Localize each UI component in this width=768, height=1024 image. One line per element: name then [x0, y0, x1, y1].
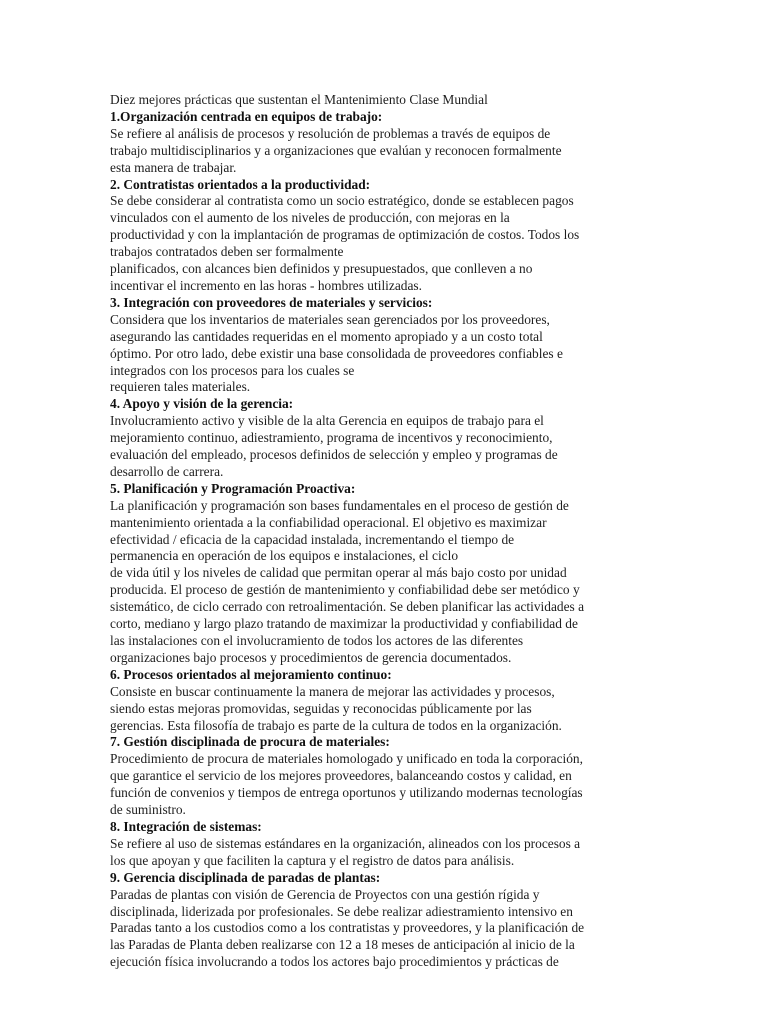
paragraph-line: requieren tales materiales.: [110, 379, 251, 395]
section-heading: 2. Contratistas orientados a la productividad:: [110, 176, 371, 192]
section-6: [110, 667, 662, 735]
paragraph-line: siendo estas mejoras promovidas, seguidas y reconocidas públicamente por las: [110, 700, 532, 716]
paragraph-line: sistemático, de ciclo cerrado con retroalimentación. Se deben planificar las actividades a: [110, 599, 585, 615]
section-heading: 4. Apoyo y visión de la gerencia:: [110, 396, 294, 412]
document-title: Diez mejores prácticas que sustentan el Mantenimiento Clase Mundial: [110, 92, 488, 107]
section-7: [110, 734, 662, 819]
paragraph-line: asegurando las cantidades requeridas en el momento apropiado y a un costo total: [110, 328, 543, 344]
paragraph-line: que garantice el servicio de los mejores proveedores, balanceando costos y calidad, en: [110, 768, 572, 784]
section-heading: 7. Gestión disciplinada de procura de materiales:: [110, 734, 390, 750]
paragraph-line: las instalaciones con el involucramiento de todos los actores de las diferentes: [110, 633, 524, 648]
paragraph-line: trabajo multidisciplinarios y a organizaciones que evalúan y reconocen formalmente: [110, 142, 562, 158]
paragraph-line: gerencias. Esta filosofía de trabajo es parte de la cultura de todos en la organización.: [110, 717, 562, 733]
paragraph-line: de vida útil y los niveles de calidad que permitan operar al más bajo costo por unidad: [110, 565, 567, 581]
section-heading: 6. Procesos orientados al mejoramiento continuo:: [110, 666, 392, 682]
paragraph-line: efectividad / eficacia de la capacidad instalada, incrementando el tiempo de: [110, 531, 515, 547]
section-heading: 5. Planificación y Programación Proactiva:: [110, 480, 356, 496]
section-heading: 9. Gerencia disciplinada de paradas de plantas:: [110, 869, 381, 885]
section-5: [110, 481, 662, 667]
paragraph-line: ejecución física involucrando a todos los actores bajo procedimientos y prácticas de: [110, 954, 559, 970]
paragraph-line: productividad y con la implantación de programas de optimización de costos. Todos los: [110, 227, 580, 243]
document-page: [110, 92, 662, 971]
paragraph-line: desarrollo de carrera.: [110, 463, 224, 479]
paragraph-line: mantenimiento orientada a la confiabilidad operacional. El objetivo es maximizar: [110, 514, 547, 530]
section-heading: 1.Organización centrada en equipos de trabajo:: [110, 108, 383, 124]
paragraph-line: producida. El proceso de gestión de mantenimiento y confiabilidad debe ser metódico y: [110, 582, 580, 598]
paragraph-line: Procedimiento de procura de materiales homologado y unificado en toda la corporación,: [110, 751, 583, 767]
paragraph-line: las Paradas de Planta deben realizarse con 12 a 18 meses de anticipación al inicio de la: [110, 937, 575, 953]
paragraph-line: de suministro.: [110, 802, 186, 818]
paragraph-line: función de convenios y tiempos de entrega oportunos y utilizando modernas tecnologías: [110, 785, 583, 801]
paragraph-line: evaluación del empleado, procesos definidos de selección y empleo y programas de: [110, 447, 558, 463]
paragraph-line: disciplinada, liderizada por profesionales. Se debe realizar adiestramiento intensivo en: [110, 903, 573, 919]
paragraph-line: Se refiere al análisis de procesos y resolución de problemas a través de equipos de: [110, 125, 551, 141]
paragraph-line: corto, mediano y largo plazo tratando de maximizar la productividad y confiabilidad de: [110, 616, 578, 632]
paragraph-line: Considera que los inventarios de materiales sean gerenciados por los proveedores,: [110, 311, 550, 327]
paragraph-line: permanencia en operación de los equipos e instalaciones, el ciclo: [110, 548, 459, 564]
paragraph-line: organizaciones bajo procesos y procedimientos de gerencia documentados.: [110, 649, 512, 665]
paragraph-line: los que apoyan y que faciliten la captura y el registro de datos para análisis.: [110, 852, 515, 868]
paragraph-line: planificados, con alcances bien definidos y presupuestados, que conlleven a no: [110, 261, 533, 277]
section-8: [110, 819, 662, 870]
paragraph-line: óptimo. Por otro lado, debe existir una base consolidada de proveedores confiables e: [110, 345, 563, 361]
paragraph-line: incentivar el incremento en las horas - hombres utilizadas.: [110, 277, 422, 293]
paragraph-line: Consiste en buscar continuamente la manera de mejorar las actividades y procesos,: [110, 683, 555, 699]
section-1: [110, 109, 662, 177]
paragraph-line: Involucramiento activo y visible de la alta Gerencia en equipos de trabajo para el: [110, 413, 544, 429]
section-3: [110, 295, 662, 396]
paragraph-line: Paradas tanto a los custodios como a los contratistas y proveedores, y la planificación de: [110, 920, 585, 936]
paragraph-line: Se debe considerar al contratista como un socio estratégico, donde se establecen pagos: [110, 193, 574, 209]
section-4: [110, 396, 662, 481]
paragraph-line: mejoramiento continuo, adiestramiento, programa de incentivos y reconocimiento,: [110, 430, 553, 446]
section-9: [110, 870, 662, 971]
paragraph-line: integrados con los procesos para los cuales se: [110, 362, 355, 378]
paragraph-line: trabajos contratados deben ser formalmente: [110, 244, 344, 260]
paragraph-line: Paradas de plantas con visión de Gerencia de Proyectos con una gestión rígida y: [110, 886, 540, 902]
paragraph-line: vinculados con el aumento de los niveles de producción, con mejoras en la: [110, 210, 510, 226]
section-heading: 3. Integración con proveedores de materiales y servicios:: [110, 294, 433, 310]
section-heading: 8. Integración de sistemas:: [110, 818, 262, 834]
section-2: [110, 177, 662, 295]
paragraph-line: esta manera de trabajar.: [110, 159, 237, 175]
paragraph-line: La planificación y programación son bases fundamentales en el proceso de gestión de: [110, 497, 569, 513]
paragraph-line: Se refiere al uso de sistemas estándares en la organización, alineados con los procesos a: [110, 835, 581, 851]
